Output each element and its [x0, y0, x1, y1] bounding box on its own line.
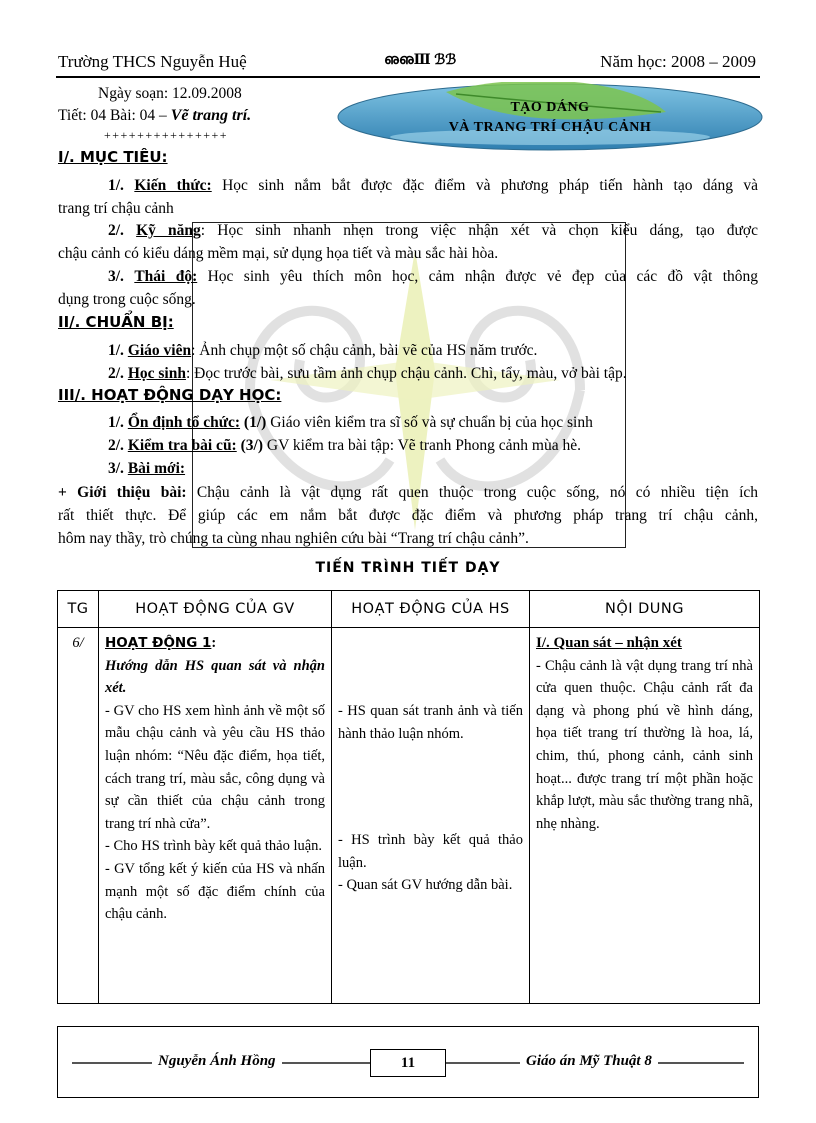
banner-line2: VÀ TRANG TRÍ CHẬU CẢNH	[448, 120, 652, 135]
school-name: Trường THCS Nguyễn Huệ	[58, 52, 247, 71]
banner-line1: TẠO DÁNG	[510, 100, 590, 115]
prep-student: 2/. Học sinh: Đọc trước bài, sưu tầm ảnh chụp chậu cảnh. Chì, tẩy, màu, vở bài tập.	[108, 365, 627, 382]
intro-line-3: hôm nay thầy, trò chúng ta cùng nhau nghiên cứu bài “Trang trí chậu cảnh”.	[58, 530, 529, 547]
hs-line-1: - HS quan sát tranh ảnh và tiến hành thảo luận nhóm.	[338, 703, 523, 742]
header-hs: HOẠT ĐỘNG CỦA HS	[332, 591, 530, 628]
lesson-table	[57, 590, 760, 1004]
header-nd: NỘI DUNG	[530, 591, 760, 628]
page-number: 11	[370, 1049, 446, 1077]
table-header-row	[58, 591, 760, 628]
cell-hs	[332, 628, 530, 1004]
hs-line-3: - Quan sát GV hướng dẫn bài.	[338, 877, 513, 894]
objective-attitude: 3/. Thái độ: Học sinh yêu thích môn học, cảm nhận được vẻ đẹp của các đồ vật thông	[108, 268, 759, 285]
footer-band	[72, 1049, 744, 1077]
header-rule	[56, 76, 760, 78]
objective-skill: 2/. Kỹ năng: Học sinh nhanh nhẹn trong việc nhận xét và chọn kiểu dáng, tạo được	[108, 222, 758, 239]
section-1-title: I/. MỤC TIÊU:	[58, 148, 168, 166]
progress-title: TIẾN TRÌNH TIẾT DẠY	[315, 560, 501, 576]
lesson-type: Vẽ trang trí.	[170, 107, 252, 124]
star-divider: +++++++++++++++	[104, 128, 229, 142]
objective-skill-cont: chậu cảnh có kiểu dáng mềm mại, sử dụng họa tiết và màu sắc hài hòa.	[58, 245, 499, 262]
content-title: I/. Quan sát – nhận xét	[536, 635, 682, 651]
prep-date: Ngày soạn: 12.09.2008	[98, 85, 242, 102]
intro-line-1: + Giới thiệu bài: Chậu cảnh là vật dụng rất quen thuộc trong cuộc sống, nó có nhiều tiện ích	[58, 484, 759, 501]
header-tg: TG	[58, 591, 99, 628]
hs-line-2: - HS trình bày kết quả thảo luận.	[338, 832, 523, 871]
step-new-lesson: 3/. Bài mới:	[108, 460, 186, 477]
cell-nd	[530, 628, 760, 1004]
objective-knowledge: 1/. Kiến thức: Học sinh nắm bắt được đặc điểm và phương pháp tiến hành tạo dáng và	[108, 177, 759, 194]
table-row	[58, 628, 760, 1004]
banner-title	[336, 98, 764, 138]
gv-line-1: - GV cho HS xem hình ảnh về một số mẫu chậu cảnh và yêu cầu HS thảo luận nhóm: “Nêu đặc điểm, họa tiết, cách trang trí, màu sắc, công dụng và sự cần thiết của chậu cảnh trong trang trí nhà cửa”.	[105, 702, 325, 832]
footer	[57, 1026, 759, 1098]
header-ornament: ഌഌⅢ ℬℬ	[384, 53, 457, 68]
objective-attitude-cont: dụng trong cuộc sống.	[58, 291, 196, 308]
cell-gv: HOẠT ĐỘNG 1: Hướng dẫn HS quan sát và nhận xét. - GV cho HS xem hình ảnh về một số mẫu chậu cảnh và yêu cầu HS thảo luận nhóm: “Nêu đặc điểm, họa tiết, cách trang trí, màu sắc, công dụng và sự cần thiết của chậu cảnh trong trang trí nhà cửa”. - Cho HS trình bày kết quả thảo luận. - GV tổng kết ý kiến của HS và nhấn mạnh một số đặc điểm chính của chậu cảnh.	[99, 628, 332, 1004]
gv-line-3: - GV tổng kết ý kiến của HS và nhấn mạnh một số đặc điểm chính của chậu cảnh.	[105, 860, 325, 923]
activity-subtitle: Hướng dẫn HS quan sát và nhận xét.	[105, 657, 325, 697]
content-line-1: - Chậu cảnh là vật dụng trang trí nhà cửa quen thuộc. Chậu cảnh rất đa dạng và phong phú về hình dáng, họa tiết trang trí thường là hoa, lá, chim, thú, phong cảnh, cảnh sinh hoạt... được trang trí một phần hoặc khắp lượt, màu sắc thường trang nhã, nhẹ nhàng.	[536, 657, 753, 832]
footer-author: Nguyễn Ánh Hồng	[152, 1053, 282, 1070]
gv-line-2: - Cho HS trình bày kết quả thảo luận.	[105, 838, 323, 855]
lesson-prefix: Tiết: 04 Bài: 04 –	[58, 107, 167, 124]
footer-book: Giáo án Mỹ Thuật 8	[520, 1053, 658, 1070]
activity-title: HOẠT ĐỘNG 1	[105, 635, 212, 651]
prep-teacher: 1/. Giáo viên: Ảnh chụp một số chậu cảnh, bài vẽ của HS năm trước.	[108, 342, 538, 359]
step-organize: 1/. Ổn định tổ chức: (1/) Giáo viên kiểm tra sĩ số và sự chuẩn bị của học sinh	[108, 414, 593, 431]
section-2-title: II/. CHUẨN BỊ:	[58, 313, 174, 331]
section-3-title: III/. HOẠT ĐỘNG DẠY HỌC:	[58, 386, 282, 404]
header-gv: HOẠT ĐỘNG CỦA GV	[99, 591, 332, 628]
intro-line-2: rất thiết thực. Để giúp các em nắm bắt được đặc điểm và phương pháp trang trí chậu cảnh,	[58, 507, 758, 524]
cell-tg: 6/	[58, 628, 99, 1004]
school-year: Năm học: 2008 – 2009	[600, 52, 756, 71]
step-check-old: 2/. Kiểm tra bài cũ: (3/) GV kiểm tra bài tập: Vẽ tranh Phong cảnh mùa hè.	[108, 437, 581, 454]
objective-knowledge-cont: trang trí chậu cảnh	[58, 200, 174, 217]
